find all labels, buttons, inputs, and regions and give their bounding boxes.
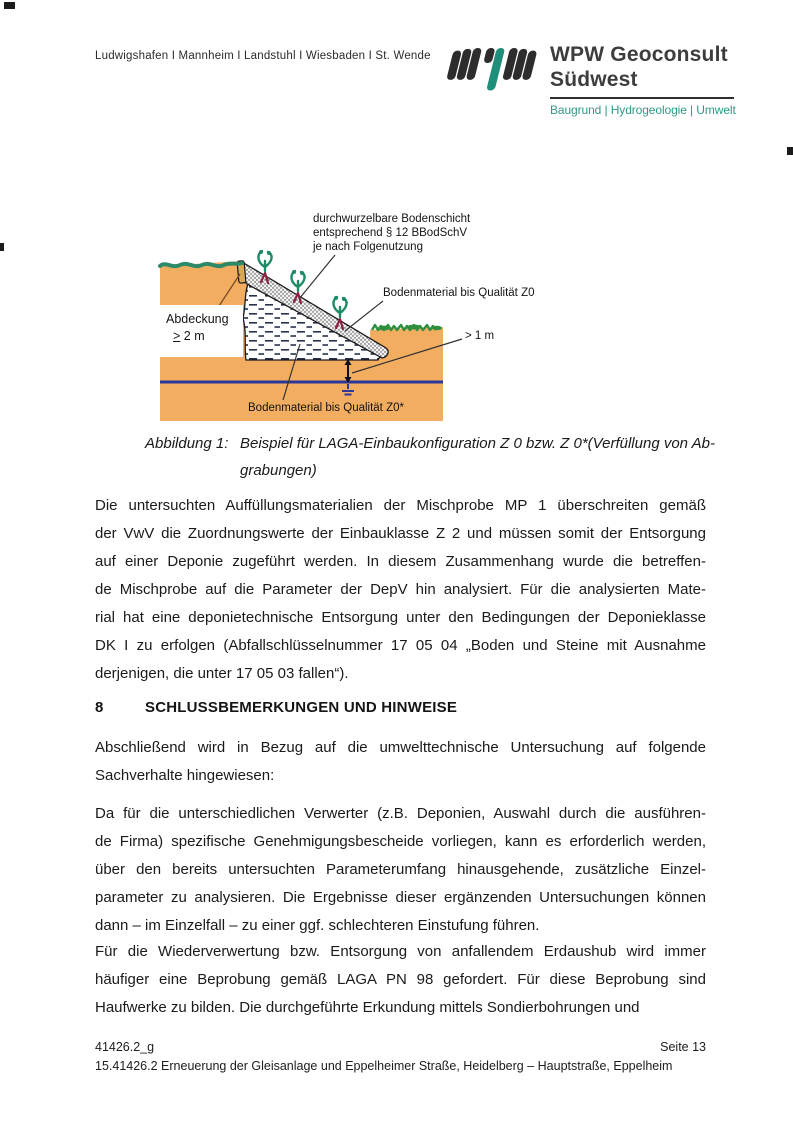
- label-cover-box: [157, 305, 243, 357]
- paragraph-verwerter: [95, 800, 706, 940]
- grass-clump: [432, 326, 442, 330]
- figure-caption-label: Abbildung 1:: [145, 435, 229, 452]
- logo-tagline: Baugrund | Hydrogeologie | Umwelt: [550, 103, 736, 117]
- text-line: Für die Wiederverwertung bzw. Entsorgung von anfallendem Erdaushub wird immer: [95, 943, 706, 960]
- section-number: 8: [95, 699, 104, 716]
- text-line: je nach Folgenutzung: [313, 241, 423, 253]
- logo-divider: [550, 97, 734, 99]
- header-locations: Ludwigshafen I Mannheim I Landstuhl I Wiesbaden I St. Wende: [95, 50, 431, 62]
- footer-project: 15.41426.2 Erneuerung der Gleisanlage und Eppelheimer Straße, Heidelberg – Hauptstraße, Eppelheim: [95, 1059, 673, 1073]
- label-cover-line2: > 2 m: [173, 329, 205, 343]
- label-depth: > 1 m: [465, 330, 495, 342]
- logo-name-line2: Südwest: [550, 68, 638, 91]
- footer-doc-id: 41426.2_g: [95, 1040, 155, 1054]
- label-cover-line1: Abdeckung: [166, 312, 229, 326]
- logo-name-line1: WPW Geoconsult: [550, 43, 728, 66]
- label-root-layer: [313, 212, 470, 254]
- text-line: derjenigen, die unter 17 05 03 fallen“).: [95, 665, 349, 682]
- scan-artifact: [4, 2, 15, 9]
- paragraph-disposal: [95, 492, 706, 688]
- text-line: auf einer Deponie zugeführt werden. In diesem Zusammenhang wurde die betreffen-: [95, 553, 706, 570]
- footer-page-number: Seite 13: [660, 1040, 706, 1054]
- grass-clump: [378, 326, 390, 331]
- label-material-z0star: Bodenmaterial bis Qualität Z0*: [248, 402, 404, 414]
- figure-caption-text: Beispiel für LAGA-Einbaukonfiguration Z 0 bzw. Z 0*(Verfüllung von Ab- grabungen): [240, 435, 715, 479]
- scan-artifact: [787, 147, 793, 155]
- text-line: der VwV die Zuordnungswerte der Einbauklasse Z 2 und müssen somit der Entsorgung: [95, 525, 706, 542]
- text-line: über den bereits untersuchten Parameterumfang hinausgehende, zusätzliche Einzel-: [95, 861, 706, 878]
- leader-right-label: [345, 301, 383, 331]
- text-line: Da für die unterschiedlichen Verwerter (z.B. Deponien, Auswahl durch die ausführen-: [95, 805, 706, 822]
- text-line: Sachverhalte hingewiesen:: [95, 767, 275, 784]
- text-line: de Firma) spezifische Genehmigungsbescheide vorliegen, kann es erforderlich werden,: [95, 833, 706, 850]
- text-line: häufiger eine Beprobung gemäß LAGA PN 98 gefordert. Für diese Beprobung sind: [95, 971, 706, 988]
- wpw-logo-icon: [440, 45, 542, 102]
- paragraph-closing-intro: [95, 734, 706, 790]
- page-footer: [95, 1040, 706, 1073]
- company-logo: [440, 42, 740, 117]
- text-line: rial hat eine deponietechnische Entsorgung unter den Bedingungen der Deponieklasse: [95, 609, 706, 626]
- text-line: durchwurzelbare Bodenschicht: [313, 213, 471, 225]
- figure-diagram: [152, 203, 664, 428]
- label-material-z0: Bodenmaterial bis Qualität Z0: [383, 287, 535, 299]
- paragraph-beprobung: [95, 938, 706, 1022]
- text-line: Haufwerke zu bilden. Die durchgeführte Erkundung mittels Sondierbohrungen und: [95, 999, 640, 1016]
- text-line: Die untersuchten Auffüllungsmaterialien der Mischprobe MP 1 überschreiten gemäß: [95, 497, 706, 514]
- text-line: parameter zu analysieren. Die Ergebnisse dieser ergänzenden Untersuchungen können: [95, 889, 706, 906]
- grass-clump: [407, 325, 421, 330]
- text-line: de Mischprobe auf die Parameter der DepV hin analysiert. Für die analysierten Mate-: [95, 581, 706, 598]
- text-line: dann – im Einzelfall – zu einer ggf. schlechteren Einstufung führen.: [95, 917, 540, 934]
- text-line: entsprechend § 12 BBodSchV: [313, 227, 468, 239]
- scan-artifact: [0, 243, 4, 251]
- section-title: SCHLUSSBEMERKUNGEN UND HINWEISE: [145, 699, 458, 716]
- text-line: Abschließend wird in Bezug auf die umwelttechnische Untersuchung auf folgende: [95, 739, 706, 756]
- figure-caption: [145, 430, 720, 484]
- text-line: DK I zu erfolgen (Abfallschlüsselnummer 17 05 04 „Boden und Steine mit Ausnahme: [95, 637, 706, 654]
- section-heading: [95, 699, 706, 716]
